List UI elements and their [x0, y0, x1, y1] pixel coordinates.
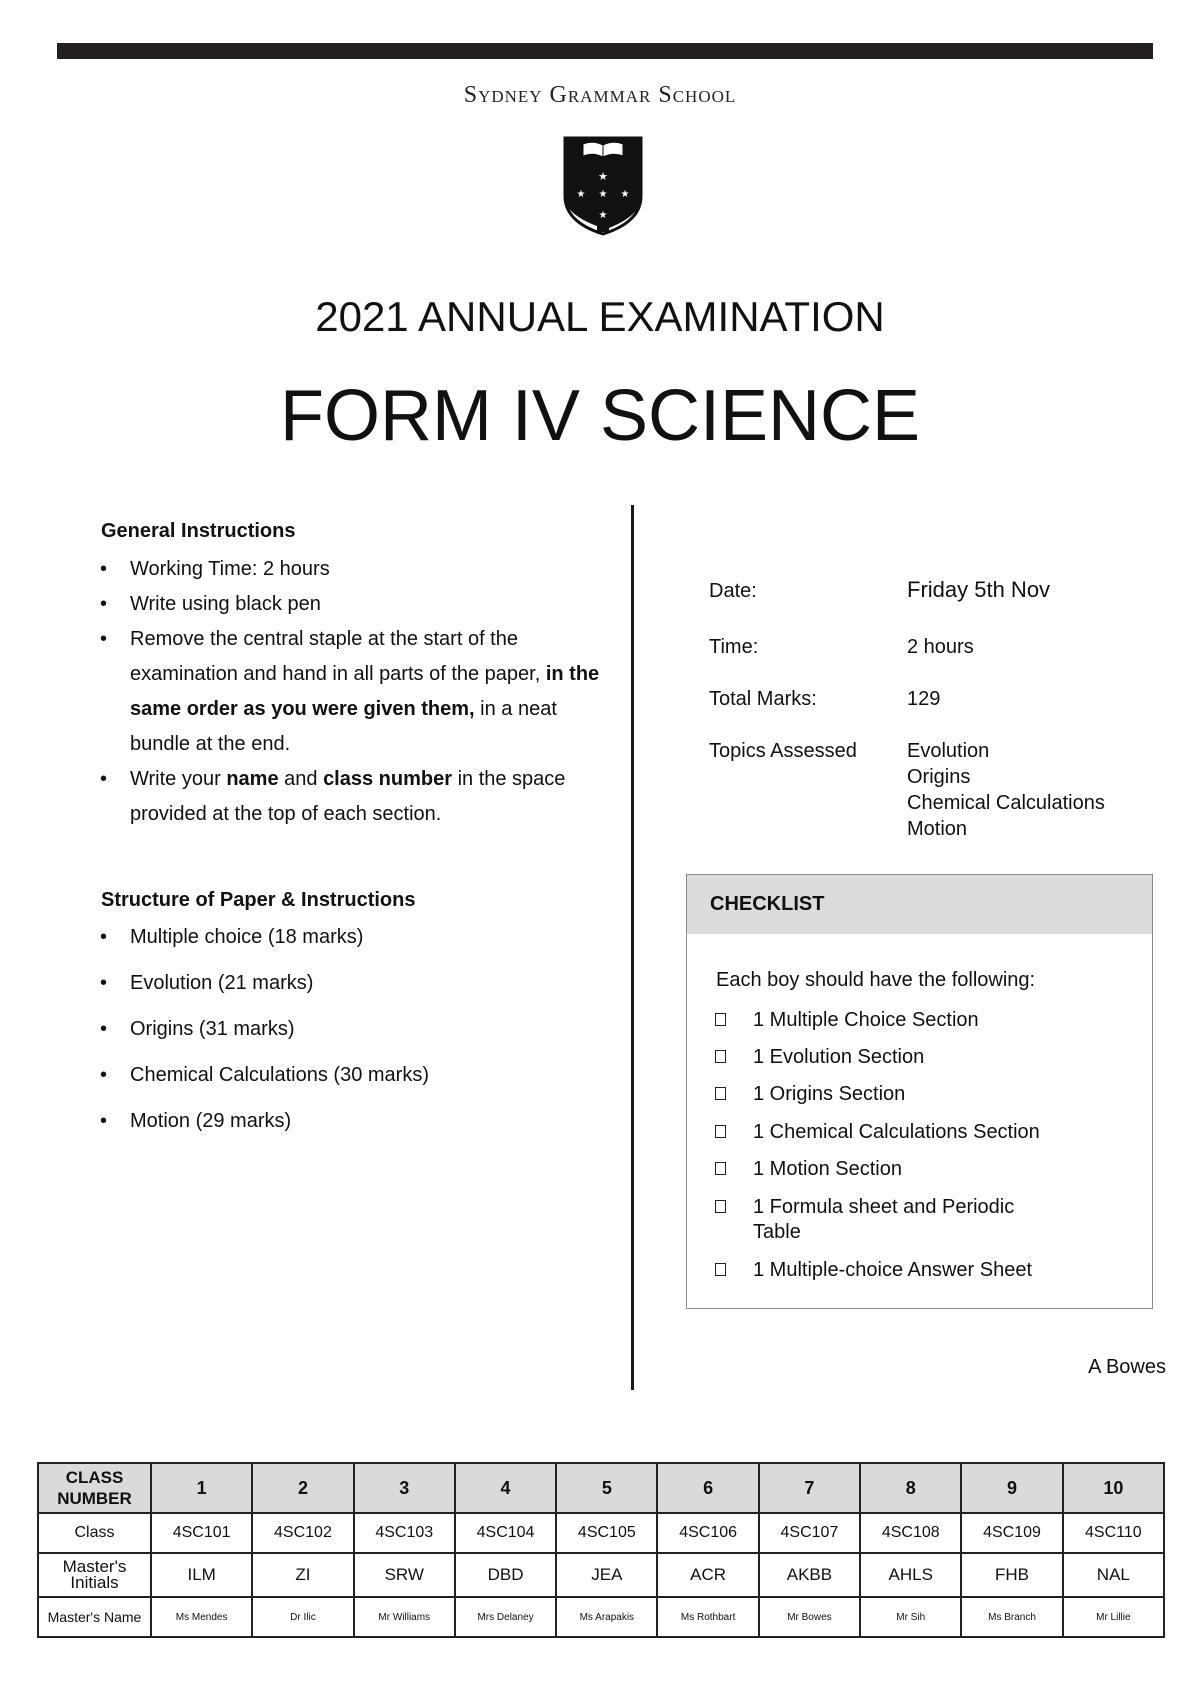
class-number-cell: 5 — [556, 1463, 657, 1513]
table-cell: Ms Rothbart — [657, 1597, 758, 1637]
table-row — [38, 1513, 1164, 1553]
class-table — [37, 1462, 1165, 1638]
checklist-box — [686, 874, 1153, 1309]
table-cell: AHLS — [860, 1553, 961, 1597]
table-cell: AKBB — [759, 1553, 860, 1597]
class-number-cell: 2 — [252, 1463, 353, 1513]
structure-item: • Chemical Calculations (30 marks) — [100, 1058, 620, 1104]
table-cell: Ms Mendes — [151, 1597, 252, 1637]
date-label: Date: — [709, 580, 757, 602]
checklist-item-label: 1 Evolution Section — [753, 1046, 925, 1068]
structure-item: • Origins (31 marks) — [100, 1012, 620, 1058]
svg-text:★: ★ — [620, 189, 630, 200]
table-cell: Mrs Delaney — [455, 1597, 556, 1637]
general-instructions-list — [100, 552, 620, 832]
instruction-item — [100, 552, 620, 587]
structure-heading: Structure of Paper & Instructions — [101, 889, 416, 911]
checkbox[interactable] — [715, 1013, 726, 1026]
topic-item: Motion — [907, 818, 968, 840]
date-value: Friday 5th Nov — [907, 577, 1051, 602]
instruction-item — [100, 587, 620, 622]
table-cell: 4SC107 — [759, 1513, 860, 1553]
checkbox[interactable] — [715, 1200, 726, 1213]
checkbox[interactable] — [715, 1050, 726, 1063]
table-cell: 4SC109 — [961, 1513, 1062, 1553]
svg-text:★: ★ — [598, 210, 608, 221]
class-number-cell: 9 — [961, 1463, 1062, 1513]
class-number-cell: 8 — [860, 1463, 961, 1513]
table-cell: 4SC104 — [455, 1513, 556, 1553]
checklist-item-label: 1 Chemical Calculations Section — [753, 1121, 1040, 1143]
table-cell: Mr Lillie — [1063, 1597, 1164, 1637]
subject-title: FORM IV SCIENCE — [279, 376, 921, 456]
instruction-item — [100, 762, 620, 832]
table-cell: 4SC110 — [1063, 1513, 1164, 1553]
topic-item: Chemical Calculations — [907, 792, 1105, 814]
total-marks-label: Total Marks: — [709, 688, 817, 710]
instruction-text: and — [278, 768, 324, 790]
instruction-text: in a neat bundle at the end. — [130, 698, 557, 755]
checkbox[interactable] — [715, 1125, 726, 1138]
table-cell: 4SC101 — [151, 1513, 252, 1553]
class-number-cell: 3 — [354, 1463, 455, 1513]
instruction-text: Working Time: 2 hours — [130, 558, 330, 580]
table-cell: DBD — [455, 1553, 556, 1597]
checklist-item-label: 1 Motion Section — [753, 1158, 902, 1180]
class-number-cell: 10 — [1063, 1463, 1164, 1513]
table-cell: 4SC106 — [657, 1513, 758, 1553]
checklist-intro: Each boy should have the following: — [716, 969, 1036, 991]
table-cell: Ms Branch — [961, 1597, 1062, 1637]
table-cell: SRW — [354, 1553, 455, 1597]
school-crest-icon — [561, 136, 645, 236]
table-header-row — [38, 1463, 1164, 1513]
row-label: Master's Initials — [38, 1553, 151, 1597]
time-label: Time: — [709, 636, 759, 658]
structure-item: • Evolution (21 marks) — [100, 966, 620, 1012]
checklist-item-label: 1 Multiple Choice Section — [753, 1009, 979, 1031]
topic-item: Origins — [907, 766, 971, 788]
table-cell: JEA — [556, 1553, 657, 1597]
structure-item: • Motion (29 marks) — [100, 1104, 620, 1150]
topics-label: Topics Assessed — [709, 740, 857, 762]
column-divider — [631, 505, 634, 1390]
class-number-cell: 4 — [455, 1463, 556, 1513]
table-cell: Mr Bowes — [759, 1597, 860, 1637]
class-number-header: CLASS NUMBER — [38, 1463, 151, 1513]
instruction-text: in the same order as you were given them, — [130, 663, 600, 720]
table-cell: Mr Williams — [354, 1597, 455, 1637]
table-cell: Dr Ilic — [252, 1597, 353, 1637]
instruction-text: Remove the central staple at the start of the examination and hand in all parts of the paper, — [130, 628, 546, 685]
table-row — [38, 1553, 1164, 1597]
table-cell: Ms Arapakis — [556, 1597, 657, 1637]
checkbox[interactable] — [715, 1087, 726, 1100]
row-label: Class — [38, 1513, 151, 1553]
structure-item: • Multiple choice (18 marks) — [100, 920, 620, 966]
school-name: Sydney Grammar School — [463, 82, 737, 108]
class-number-cell: 6 — [657, 1463, 758, 1513]
table-cell: 4SC102 — [252, 1513, 353, 1553]
class-number-cell: 7 — [759, 1463, 860, 1513]
total-marks-value: 129 — [907, 688, 941, 710]
checklist-item-label: 1 Origins Section — [753, 1083, 906, 1105]
exam-title: 2021 ANNUAL EXAMINATION — [315, 293, 885, 340]
instruction-text: Write your — [130, 768, 227, 790]
instruction-text: class number — [323, 768, 453, 790]
instruction-text: in the space provided at the top of each section. — [130, 768, 566, 825]
checklist-item-label: 1 Formula sheet and Periodic Table — [753, 1196, 1015, 1243]
table-cell: ILM — [151, 1553, 252, 1597]
table-cell: ZI — [252, 1553, 353, 1597]
svg-text:★: ★ — [598, 170, 608, 183]
instruction-text: Write using black pen — [130, 593, 321, 615]
topics-list — [907, 738, 1105, 842]
table-cell: 4SC105 — [556, 1513, 657, 1553]
class-number-cell: 1 — [151, 1463, 252, 1513]
author-name: A Bowes — [1088, 1356, 1166, 1378]
structure-list — [100, 920, 620, 1150]
checklist-item-label: 1 Multiple-choice Answer Sheet — [753, 1259, 1033, 1281]
row-label: Master's Name — [38, 1597, 151, 1637]
checklist-title: CHECKLIST — [710, 893, 825, 915]
topic-item: Evolution — [907, 740, 990, 762]
header-rule — [57, 43, 1153, 59]
general-instructions-heading: General Instructions — [101, 520, 296, 542]
checkbox[interactable] — [715, 1162, 726, 1175]
time-value: 2 hours — [907, 636, 974, 658]
instruction-text: name — [226, 768, 279, 790]
svg-text:★: ★ — [598, 189, 608, 200]
table-cell: ACR — [657, 1553, 758, 1597]
checkbox[interactable] — [715, 1263, 726, 1276]
table-cell: Mr Sih — [860, 1597, 961, 1637]
table-cell: 4SC108 — [860, 1513, 961, 1553]
svg-text:★: ★ — [576, 189, 586, 200]
table-cell: 4SC103 — [354, 1513, 455, 1553]
table-row — [38, 1597, 1164, 1637]
instruction-item — [100, 622, 620, 762]
table-cell: NAL — [1063, 1553, 1164, 1597]
table-cell: FHB — [961, 1553, 1062, 1597]
